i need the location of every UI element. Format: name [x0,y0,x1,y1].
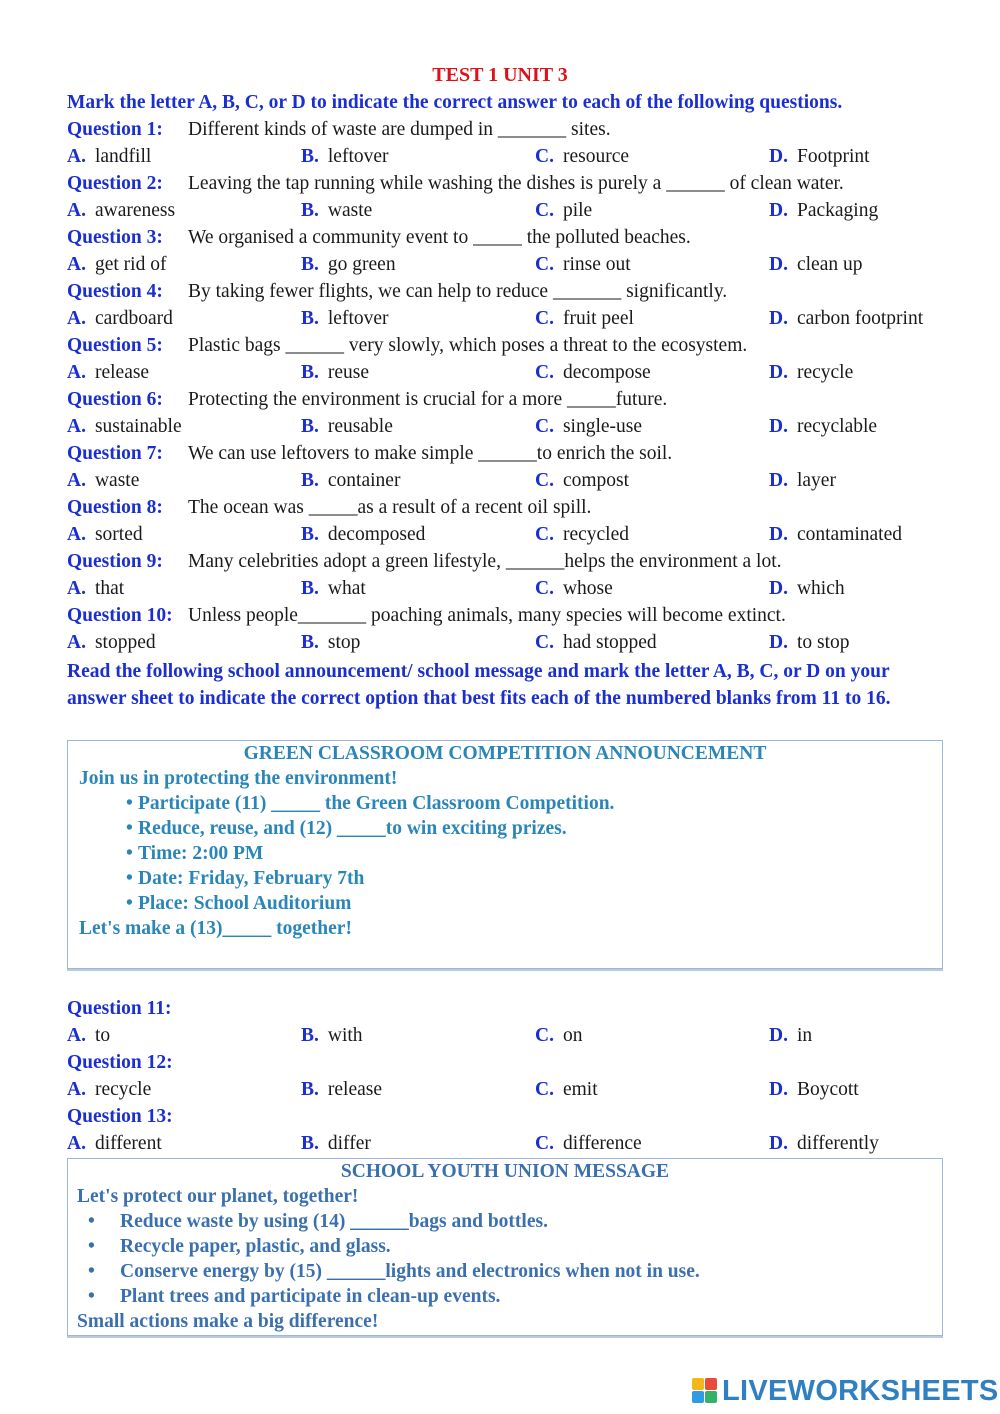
answer-option[interactable] [535,251,631,278]
announcement-bullet: • Date: Friday, February 7th [126,868,365,889]
liveworksheets-logo [692,1374,999,1408]
option-text: go green [327,254,396,275]
answer-option[interactable] [301,575,366,602]
question-stem [67,278,967,305]
option-text: contaminated [796,524,903,545]
option-letter: B. [301,362,319,383]
logo-text: LIVEWORKSHEETS [722,1374,999,1407]
answer-option[interactable] [67,359,149,386]
option-text: whose [562,578,613,599]
option-text: stopped [94,632,156,653]
option-letter: D. [769,254,788,275]
option-letter: B. [301,632,319,653]
option-letter: C. [535,524,554,545]
option-letter: D. [769,1025,788,1046]
answer-option[interactable] [67,467,139,494]
answer-option[interactable] [535,1076,598,1103]
question-text: We can use leftovers to make simple ______to enrich the soil. [188,443,673,464]
option-text: Packaging [796,200,879,221]
message-bullet: • Reduce waste by using (14) ______bags and bottles. [88,1211,548,1232]
option-letter: C. [535,632,554,653]
answer-options [67,629,967,656]
option-letter: D. [769,1133,788,1154]
answer-option[interactable] [67,1076,151,1103]
answer-options [67,413,967,440]
answer-option[interactable] [301,467,400,494]
option-text: recycle [94,1079,152,1100]
answer-option[interactable] [535,143,629,170]
question-label: Question 12: [67,1052,173,1073]
option-text: decomposed [327,524,426,545]
question-label: Question 3: [67,227,163,248]
option-letter: C. [535,578,554,599]
option-text: difference [562,1133,642,1154]
option-letter: A. [67,308,86,329]
option-letter: D. [769,578,788,599]
option-text: recycle [796,362,854,383]
option-text: waste [94,470,140,491]
announcement-title: GREEN CLASSROOM COMPETITION ANNOUNCEMENT [243,743,767,764]
page-title: TEST 1 UNIT 3 [432,64,568,86]
question-stem [67,116,967,143]
answer-option[interactable] [301,629,360,656]
option-letter: A. [67,362,86,383]
option-letter: B. [301,578,319,599]
answer-option[interactable] [535,1022,582,1049]
answer-option[interactable] [535,521,629,548]
answer-option[interactable] [67,1130,162,1157]
option-letter: D. [769,470,788,491]
option-letter: A. [67,254,86,275]
answer-option[interactable] [301,143,389,170]
answer-option[interactable] [301,359,369,386]
announcement-intro: Join us in protecting the environment! [79,768,398,789]
answer-option[interactable] [301,1130,371,1157]
option-letter: A. [67,1025,86,1046]
option-text: container [327,470,401,491]
announcement-box [67,740,943,969]
question-label: Question 7: [67,443,163,464]
option-letter: A. [67,146,86,167]
option-letter: B. [301,416,319,437]
answer-option[interactable] [769,575,845,602]
option-letter: D. [769,1079,788,1100]
message-bullet: • Plant trees and participate in clean-up events. [88,1286,501,1307]
answer-option[interactable] [535,575,613,602]
option-letter: D. [769,146,788,167]
answer-options [67,1130,967,1157]
answer-option[interactable] [301,1076,382,1103]
option-letter: A. [67,1079,86,1100]
option-text: differ [327,1133,371,1154]
announcement-bullet: • Reduce, reuse, and (12) _____to win exciting prizes. [126,818,567,839]
question-label: Question 11: [67,998,172,1019]
question-stem [67,602,967,629]
option-letter: A. [67,416,86,437]
option-letter: A. [67,578,86,599]
answer-option[interactable] [301,251,396,278]
option-letter: A. [67,200,86,221]
question-text: The ocean was _____as a result of a recent oil spill. [188,497,592,518]
option-text: leftover [327,308,389,329]
answer-option[interactable] [67,575,124,602]
question-label: Question 2: [67,173,163,194]
option-text: carbon footprint [796,308,924,329]
option-letter: C. [535,200,554,221]
answer-option[interactable] [535,467,629,494]
option-text: Boycott [796,1079,859,1100]
option-letter: C. [535,1079,554,1100]
option-letter: C. [535,146,554,167]
answer-option[interactable] [769,629,850,656]
announcement-bullet: • Participate (11) _____ the Green Classroom Competition. [126,793,615,814]
answer-options [67,305,967,332]
answer-options [67,251,967,278]
instruction-2: Read the following school announcement/ school message and mark the letter A, B, C, or D on your answer sheet to indicate the correct option that best fits each of the numbered blanks from 11 to 16. [67,661,891,709]
message-intro: Let's protect our planet, together! [77,1186,359,1207]
answer-option[interactable] [67,629,156,656]
option-text: to stop [796,632,850,653]
question-stem [67,548,967,575]
option-letter: B. [301,1079,319,1100]
option-text: waste [327,200,373,221]
message-bullet: • Recycle paper, plastic, and glass. [88,1236,391,1257]
answer-options [67,467,967,494]
answer-option[interactable] [769,359,853,386]
answer-option[interactable] [535,197,592,224]
option-text: recycled [562,524,630,545]
question-text: Plastic bags ______ very slowly, which poses a threat to the ecosystem. [188,335,748,356]
option-letter: D. [769,200,788,221]
answer-option[interactable] [769,1076,859,1103]
answer-option[interactable] [301,197,372,224]
answer-options [67,1076,967,1103]
option-letter: C. [535,416,554,437]
option-text: decompose [562,362,651,383]
answer-option[interactable] [67,143,151,170]
liveworksheets-logo-icon [692,1378,718,1404]
option-text: awareness [94,200,176,221]
message-bullet: • Conserve energy by (15) ______lights and electronics when not in use. [88,1261,700,1282]
question-label: Question 5: [67,335,163,356]
answer-option[interactable] [769,1130,879,1157]
answer-option[interactable] [67,521,143,548]
question-text: Unless people_______ poaching animals, many species will become extinct. [188,605,786,626]
answer-option[interactable] [301,521,425,548]
answer-option[interactable] [769,413,877,440]
answer-option[interactable] [769,143,870,170]
announcement-bullet: • Time: 2:00 PM [126,843,264,864]
option-text: get rid of [94,254,167,275]
option-text: compost [562,470,630,491]
option-text: layer [796,470,836,491]
option-text: landfill [94,146,152,167]
option-text: single-use [562,416,643,437]
answer-option[interactable] [67,305,173,332]
option-text: cardboard [94,308,173,329]
message-title: SCHOOL YOUTH UNION MESSAGE [340,1161,670,1182]
option-letter: B. [301,524,319,545]
option-letter: D. [769,632,788,653]
option-text: reuse [327,362,370,383]
option-letter: A. [67,470,86,491]
option-letter: C. [535,362,554,383]
question-label: Question 4: [67,281,163,302]
option-text: had stopped [562,632,657,653]
option-letter: C. [535,308,554,329]
answer-options [67,359,967,386]
option-letter: B. [301,470,319,491]
question-stem [67,386,967,413]
answer-options [67,197,967,224]
question-stem [67,332,967,359]
option-text: what [327,578,366,599]
option-letter: A. [67,632,86,653]
option-text: with [327,1025,363,1046]
option-text: reusable [327,416,393,437]
option-text: in [796,1025,813,1046]
question-text: Leaving the tap running while washing the dishes is purely a ______ of clean water. [188,173,844,194]
question-label: Question 9: [67,551,163,572]
question-stem [67,170,967,197]
message-closing: Small actions make a big difference! [77,1311,379,1332]
option-letter: B. [301,254,319,275]
option-text: clean up [796,254,863,275]
option-letter: C. [535,254,554,275]
answer-option[interactable] [67,413,182,440]
question-text: We organised a community event to _____ the polluted beaches. [188,227,691,248]
option-letter: B. [301,308,319,329]
option-text: sustainable [94,416,182,437]
question-text: Different kinds of waste are dumped in _______ sites. [188,119,611,140]
option-letter: B. [301,200,319,221]
option-text: resource [562,146,630,167]
announcement-bullet: • Place: School Auditorium [126,893,352,914]
question-label: Question 8: [67,497,163,518]
question-stem [67,995,967,1022]
question-stem [67,440,967,467]
option-text: leftover [327,146,389,167]
option-text: different [94,1133,162,1154]
answer-option[interactable] [769,305,923,332]
answer-option[interactable] [535,1130,642,1157]
question-text: Many celebrities adopt a green lifestyle, ______helps the environment a lot. [188,551,782,572]
answer-option[interactable] [535,413,642,440]
option-text: pile [562,200,593,221]
option-text: that [94,578,125,599]
answer-options [67,1022,967,1049]
answer-option[interactable] [769,521,902,548]
question-label: Question 10: [67,605,173,626]
option-text: differently [796,1133,879,1154]
answer-options [67,521,967,548]
instruction-1: Mark the letter A, B, C, or D to indicate the correct answer to each of the following questions. [67,92,843,113]
option-letter: D. [769,524,788,545]
option-letter: D. [769,308,788,329]
option-text: fruit peel [562,308,634,329]
answer-option[interactable] [769,1022,812,1049]
answer-option[interactable] [67,1022,110,1049]
option-text: sorted [94,524,143,545]
answer-option[interactable] [301,305,389,332]
answer-option[interactable] [301,413,393,440]
question-stem [67,1103,967,1130]
question-text: By taking fewer flights, we can help to reduce _______ significantly. [188,281,728,302]
answer-option[interactable] [301,1022,363,1049]
option-letter: D. [769,362,788,383]
answer-option[interactable] [535,305,634,332]
question-label: Question 1: [67,119,163,140]
answer-option[interactable] [535,629,657,656]
question-text: Protecting the environment is crucial for a more _____future. [188,389,668,410]
answer-option[interactable] [769,467,836,494]
option-text: stop [327,632,361,653]
answer-option[interactable] [535,359,651,386]
option-letter: C. [535,1025,554,1046]
option-text: rinse out [562,254,631,275]
answer-option[interactable] [769,197,878,224]
answer-option[interactable] [67,197,175,224]
option-letter: B. [301,146,319,167]
answer-option[interactable] [67,251,166,278]
option-letter: B. [301,1025,319,1046]
question-label: Question 6: [67,389,163,410]
option-text: emit [562,1079,598,1100]
option-letter: C. [535,1133,554,1154]
option-text: release [327,1079,383,1100]
option-letter: D. [769,416,788,437]
question-stem [67,494,967,521]
answer-options [67,143,967,170]
message-box [67,1158,943,1336]
question-label: Question 13: [67,1106,173,1127]
option-text: which [796,578,845,599]
announcement-closing: Let's make a (13)_____ together! [79,918,352,939]
question-stem [67,224,967,251]
answer-option[interactable] [769,251,862,278]
option-text: to [94,1025,111,1046]
option-text: release [94,362,150,383]
option-text: Footprint [796,146,870,167]
option-letter: A. [67,524,86,545]
question-stem [67,1049,967,1076]
option-text: on [562,1025,583,1046]
answer-options [67,575,967,602]
option-letter: A. [67,1133,86,1154]
option-text: recyclable [796,416,878,437]
option-letter: B. [301,1133,319,1154]
option-letter: C. [535,470,554,491]
